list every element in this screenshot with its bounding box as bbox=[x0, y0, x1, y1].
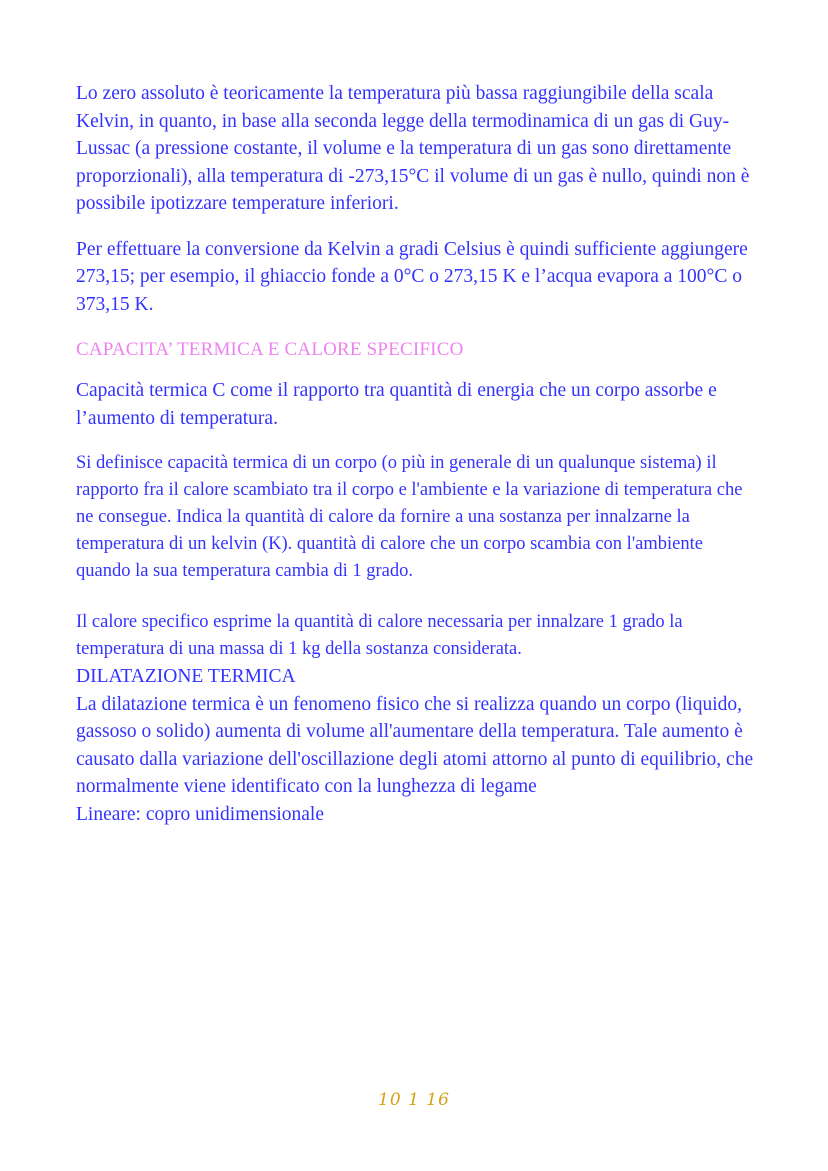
paragraph-dilatazione-termica: La dilatazione termica è un fenomeno fisico che si realizza quando un corpo (liquido, gassoso o solido) aumenta di volume all'aumentare della temperatura. Tale aumento è causato dalla variazione dell'oscillazione degli atomi attorno al punto di equilibrio, che normalmente viene identificato con la lunghezza di legame bbox=[76, 693, 754, 797]
paragraph-calore-specifico: Il calore specifico esprime la quantità di calore necessaria per innalzare 1 grado la temperatura di una massa di 1 kg della sostanza considerata. bbox=[76, 612, 683, 659]
paragraph-capacita-estesa: Si definisce capacità termica di un corpo (o più in generale di un qualunque sistema) il rapporto fra il calore scambiato tra il corpo e l'ambiente e la variazione di temperatura che ne consegue. Indica la quantità di calore da fornire a una sostanza per innalzarne la temperatura di un kelvin (K). quantità di calore che un corpo scambia con l'ambiente quando la sua temperatura cambia di 1 grado. bbox=[76, 453, 743, 581]
paragraph-zero-assoluto: Lo zero assoluto è teoricamente la temperatura più bassa raggiungibile della scala Kelvin, in quanto, in base alla seconda legge della termodinamica di un gas di Guy-Lussac (a pressione costante, il volume e la temperatura di un gas sono direttamente proporzionali), alla temperatura di -273,15°C il volume di un gas è nullo, quindi non è possibile ipotizzare temperature inferiori. bbox=[76, 83, 750, 214]
page-footer-note: 10 1 16 bbox=[378, 1090, 450, 1110]
section-heading-capacita-termica: CAPACITA’ TERMICA E CALORE SPECIFICO bbox=[76, 339, 464, 360]
paragraph-conversione-kelvin: Per effettuare la conversione da Kelvin a gradi Celsius è quindi sufficiente aggiungere 273,15; per esempio, il ghiaccio fonde a 0°C o 273,15 K e l’acqua evapora a 100°C o 373,15 K. bbox=[76, 238, 748, 315]
paragraph-lineare: Lineare: copro unidimensionale bbox=[76, 803, 324, 825]
spacer bbox=[76, 599, 756, 609]
section-heading-dilatazione-termica: DILATAZIONE TERMICA bbox=[76, 666, 296, 687]
paragraph-capacita-definizione: Capacità termica C come il rapporto tra quantità di energia che un corpo assorbe e l’aumento di temperatura. bbox=[76, 380, 717, 429]
document-body bbox=[76, 80, 756, 828]
